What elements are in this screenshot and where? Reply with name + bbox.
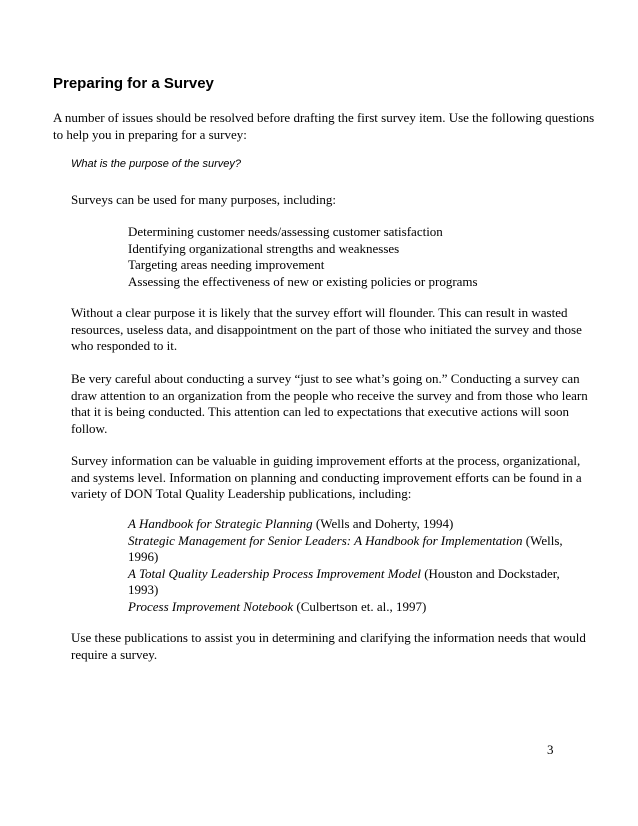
info-paragraph: Survey information can be valuable in guiding improvement efforts at the process, organizational, and systems level. Information on planning and conducting improvement efforts can be found in a variety of DON Total Quality Leadership publications, including: bbox=[71, 453, 582, 501]
publication-item bbox=[128, 533, 588, 566]
use-paragraph: Use these publications to assist you in determining and clarifying the information needs that would require a survey. bbox=[71, 630, 586, 662]
careful-paragraph: Be very careful about conducting a survey “just to see what’s going on.” Conducting a survey can draw attention to an organization from the people who receive the survey and from those who learn that it is being conducted. This attention can led to expectations that executive actions will soon follow. bbox=[71, 371, 588, 436]
publications-list bbox=[128, 516, 588, 615]
publication-citation: (Culbertson et. al., 1997) bbox=[296, 598, 427, 614]
publication-item bbox=[128, 516, 588, 533]
publication-title: Strategic Management for Senior Leaders: A Handbook for Implementation bbox=[128, 532, 523, 548]
publication-title: A Handbook for Strategic Planning bbox=[128, 516, 313, 531]
publication-item bbox=[128, 566, 588, 599]
list-item: Targeting areas needing improvement bbox=[128, 257, 325, 272]
publication-citation: (Wells, 1996) bbox=[128, 532, 563, 564]
list-item: Assessing the effectiveness of new or existing policies or programs bbox=[128, 273, 478, 289]
section-heading: Preparing for a Survey bbox=[53, 75, 214, 92]
clear-purpose-paragraph: Without a clear purpose it is likely that the survey effort will flounder. This can result in wasted resources, useless data, and disappointment on the part of those who initiated the survey and those who responded to it. bbox=[71, 305, 582, 353]
page-number: 3 bbox=[547, 742, 554, 757]
publication-citation: (Houston and Dockstader, 1993) bbox=[128, 565, 560, 597]
question-heading: What is the purpose of the survey? bbox=[71, 158, 241, 170]
purposes-lead: Surveys can be used for many purposes, including: bbox=[71, 192, 337, 207]
publication-citation: (Wells and Doherty, 1994) bbox=[315, 516, 454, 531]
publication-title: Process Improvement Notebook bbox=[128, 598, 294, 614]
intro-paragraph: A number of issues should be resolved before drafting the first survey item. Use the following questions to help you in preparing for a survey: bbox=[53, 110, 595, 142]
publication-item bbox=[128, 599, 588, 616]
list-item: Determining customer needs/assessing customer satisfaction bbox=[128, 224, 443, 239]
list-item: Identifying organizational strengths and weaknesses bbox=[128, 240, 400, 256]
purposes-list bbox=[128, 224, 478, 290]
publication-title: A Total Quality Leadership Process Improvement Model bbox=[128, 565, 421, 581]
